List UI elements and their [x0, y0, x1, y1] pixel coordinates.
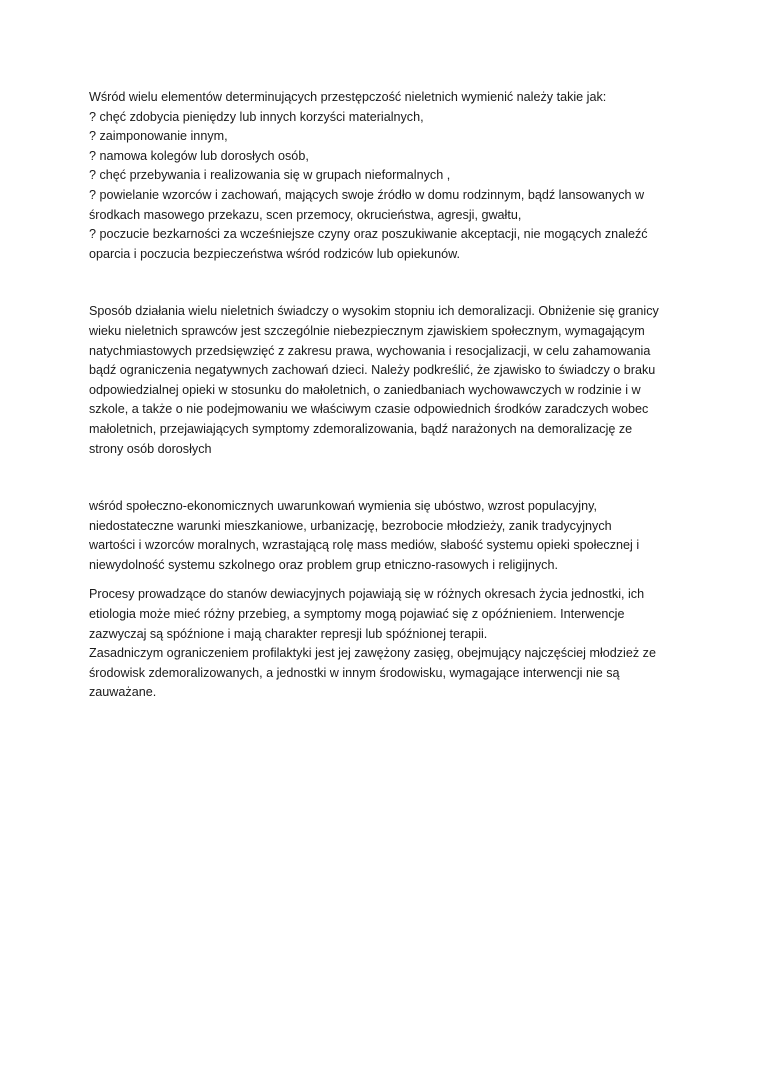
- text-line: wśród społeczno-ekonomicznych uwarunkowań wymienia się ubóstwo, wzrost populacyjny,: [89, 499, 597, 514]
- text-line: środkach masowego przekazu, scen przemocy, okrucieństwa, agresji, gwałtu,: [89, 207, 522, 222]
- text-line: oparcia i poczucia bezpieczeństwa wśród rodziców lub opiekunów.: [89, 246, 461, 261]
- text-line: strony osób dorosłych: [89, 441, 212, 456]
- text-line: Zasadniczym ograniczeniem profilaktyki jest jej zawężony zasięg, obejmujący najczęściej młodzież ze: [89, 646, 656, 661]
- text-line: zauważane.: [89, 685, 157, 700]
- text-line: etiologia może mieć różny przebieg, a symptomy mogą pojawiać się z opóźnieniem. Interwencje: [89, 607, 625, 622]
- paragraph-spacer: [89, 264, 679, 302]
- text-line: wartości i wzorców moralnych, wzrastającą rolę mass mediów, słabość systemu opieki społecznej i: [89, 538, 640, 553]
- document-page: [89, 88, 679, 703]
- paragraph-processes: [89, 585, 679, 703]
- text-line: ? namowa kolegów lub dorosłych osób,: [89, 148, 309, 163]
- text-line: odpowiedzialnej opieki w stosunku do małoletnich, o zaniedbaniach wychowawczych w rodzinie i w: [89, 382, 641, 397]
- text-line: ? poczucie bezkarności za wcześniejsze czyny oraz poszukiwanie akceptacji, nie mogących znaleźć: [89, 227, 648, 242]
- paragraph-determinants: [89, 88, 679, 264]
- paragraph-demoralization: [89, 302, 679, 459]
- text-line: zazwyczaj są spóźnione i mają charakter represji lub spóźnionej terapii.: [89, 626, 488, 641]
- paragraph-spacer: [89, 459, 679, 497]
- text-line: niewydolność systemu szkolnego oraz problem grup etniczno-rasowych i religijnych.: [89, 557, 558, 572]
- text-line: środowisk zdemoralizowanych, a jednostki w innym środowisku, wymagające interwencji nie są: [89, 665, 620, 680]
- text-line: ? chęć przebywania i realizowania się w grupach nieformalnych ,: [89, 168, 451, 183]
- text-line: wieku nieletnich sprawców jest szczególnie niebezpiecznym zjawiskiem społecznym, wymagającym: [89, 323, 645, 338]
- text-line: ? chęć zdobycia pieniędzy lub innych korzyści materialnych,: [89, 109, 424, 124]
- paragraph-socioeconomic: [89, 497, 679, 575]
- text-line: małoletnich, przejawiających symptomy zdemoralizowania, bądź narażonych na demoralizację ze: [89, 421, 633, 436]
- text-line: natychmiastowych przedsięwzięć z zakresu prawa, wychowania i resocjalizacji, w celu zahamowania: [89, 343, 651, 358]
- text-line: Wśród wielu elementów determinujących przestępczość nieletnich wymienić należy takie jak:: [89, 90, 607, 104]
- text-line: ? zaimponowanie innym,: [89, 129, 228, 144]
- text-line: ? powielanie wzorców i zachowań, mających swoje źródło w domu rodzinnym, bądź lansowanych w: [89, 187, 645, 202]
- text-line: szkole, a także o nie podejmowaniu we właściwym czasie odpowiednich środków zaradczych wobec: [89, 402, 649, 417]
- text-line: bądź ograniczenia negatywnych zachowań dzieci. Należy podkreślić, że zjawisko to świadczy o braku: [89, 363, 656, 378]
- text-line: Sposób działania wielu nieletnich świadczy o wysokim stopniu ich demoralizacji. Obniżenie się granicy: [89, 304, 659, 319]
- text-line: niedostateczne warunki mieszkaniowe, urbanizację, bezrobocie młodzieży, zanik tradycyjnych: [89, 518, 612, 533]
- text-line: Procesy prowadzące do stanów dewiacyjnych pojawiają się w różnych okresach życia jednostki, ich: [89, 587, 645, 602]
- paragraph-spacer: [89, 575, 679, 585]
